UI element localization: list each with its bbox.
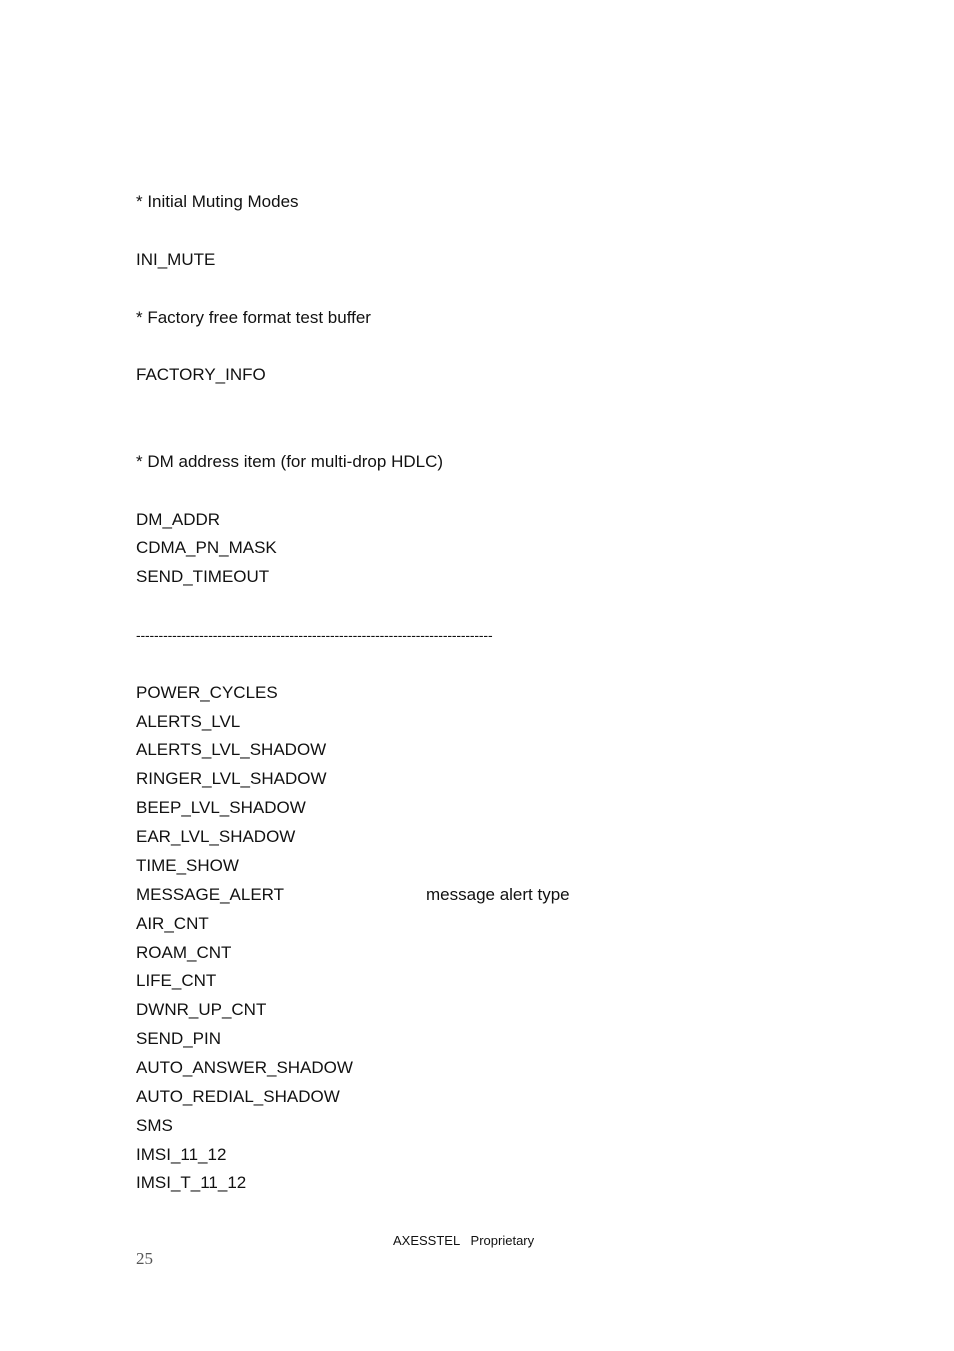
- list-item: DWNR_UP_CNT: [136, 1000, 267, 1019]
- list-item: SMS: [136, 1116, 173, 1135]
- list-item: ALERTS_LVL_SHADOW: [136, 740, 327, 759]
- list-item: ROAM_CNT: [136, 943, 232, 962]
- list-item: ALERTS_LVL: [136, 712, 241, 731]
- initial-muting-comment: * Initial Muting Modes: [136, 192, 299, 211]
- message-alert-description: message alert type: [426, 885, 570, 904]
- list-item: POWER_CYCLES: [136, 683, 278, 702]
- factory-comment: * Factory free format test buffer: [136, 308, 371, 327]
- list-item: TIME_SHOW: [136, 856, 239, 875]
- list-item: AUTO_REDIAL_SHADOW: [136, 1087, 340, 1106]
- dm-addr-item: DM_ADDR: [136, 510, 221, 529]
- list-item: LIFE_CNT: [136, 971, 217, 990]
- list-item: EAR_LVL_SHADOW: [136, 827, 296, 846]
- footer-proprietary-text: AXESSTEL Proprietary: [393, 1233, 535, 1248]
- list-item: IMSI_11_12: [136, 1145, 227, 1164]
- list-item: SEND_PIN: [136, 1029, 222, 1048]
- list-item: MESSAGE_ALERT: [136, 885, 285, 904]
- ini-mute-item: INI_MUTE: [136, 250, 216, 269]
- list-item: AUTO_ANSWER_SHADOW: [136, 1058, 353, 1077]
- cdma-pn-mask-item: CDMA_PN_MASK: [136, 538, 277, 557]
- send-timeout-item: SEND_TIMEOUT: [136, 567, 270, 586]
- factory-info-item: FACTORY_INFO: [136, 365, 266, 384]
- list-item: IMSI_T_11_12: [136, 1173, 247, 1192]
- page-number: 25: [136, 1249, 153, 1268]
- list-item: RINGER_LVL_SHADOW: [136, 769, 327, 788]
- separator-line: -------------------------------------------------------------------------------: [136, 627, 493, 643]
- list-item: AIR_CNT: [136, 914, 209, 933]
- dm-address-comment: * DM address item (for multi-drop HDLC): [136, 452, 444, 471]
- list-item: BEEP_LVL_SHADOW: [136, 798, 306, 817]
